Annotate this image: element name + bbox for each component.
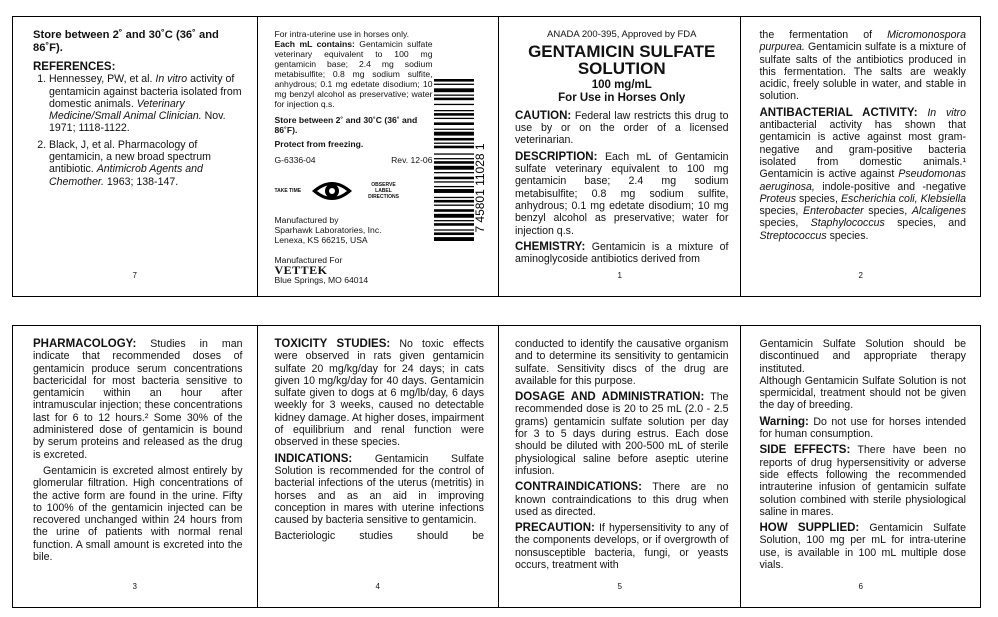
contraindications-heading: CONTRAINDICATIONS: — [515, 481, 642, 494]
barcode-digits: 7 45801 11028 1 — [473, 143, 487, 233]
page-number: 3 — [132, 581, 137, 591]
barcode-bar — [434, 186, 474, 187]
side-effects-heading: SIDE EFFECTS: — [759, 444, 851, 457]
barcode-bar — [434, 161, 474, 164]
barcode-bar — [434, 79, 474, 82]
pharmacology-text: Studies in man indicate that recommended doses of gentamicin produce serum concentrations bactericidal for most bacteria sensitive to gentamicin within an hour after intramuscular injection; these concentrations last for 6 to 12 hours.² Some 30% of the administered dose of gentamicin is bound by serum proteins and released as the drug is excreted. — [33, 338, 243, 461]
barcode-bar — [434, 223, 474, 226]
each-ml-text: Gentamicin sulfate veterinary equivalent to 100 mg gentamicin base; 2.4 mg sodium metabisulfite; 0.8 mg sodium sulfite, anhydrous; 0.1 mg edetate disodium; 10 mg benzyl alcohol as preservative; water for injection q.s. — [274, 39, 433, 109]
barcode-bar — [434, 138, 474, 141]
chemistry-text: Gentamicin is a mixture of aminoglycoside antibiotics derived from — [515, 240, 729, 266]
vettek-logo: VETTEK — [274, 263, 328, 277]
brand-address: Blue Springs, MO 64014 — [274, 275, 369, 285]
barcode-bar — [434, 84, 474, 85]
label-bottom-row — [12, 325, 981, 608]
strength-text: 100 mg/mL — [591, 79, 652, 92]
observe-label-graphic — [275, 177, 405, 205]
toxicity-heading: TOXICITY STUDIES: — [274, 338, 391, 350]
panel-3 — [13, 326, 258, 607]
barcode-bar — [434, 205, 474, 206]
panel-5 — [499, 326, 741, 607]
company-address: Lenexa, KS 66215, USA — [274, 235, 368, 245]
indications-heading: INDICATIONS: — [274, 452, 353, 465]
panel-7 — [13, 17, 258, 296]
storage-text: Store between 2˚ and 30˚C (36˚ and 86˚F). — [33, 29, 219, 54]
code-line — [275, 155, 433, 165]
barcode-bar — [434, 181, 474, 182]
warning-text: Do not use for horses intended for human consumption. — [759, 415, 966, 441]
barcode-bar — [434, 104, 474, 105]
indications-text: Gentamicin Sulfate Solution is recommended for the control of bacterial infections of the uterus (metritis) in horses and as an aid in improving conception in mares with uterine infections caused by bacteria sensitive to gentamicin. — [274, 452, 484, 527]
toxicity-text: No toxic effects were observed in rats given gentamicin sulfate 20 mg/kg/day for 24 days; in cats given 10 mg/kg/day for 40 days. Gentamicin sulfate given to dogs at 6 mg/lb/day, 6 days weekly for 3 weeks, caused no detectable kidney damage. At higher doses, impairment of equilibrium and renal function were observed in these species. — [274, 338, 485, 449]
reference-item: 1. Hennessey, PW, et al. In vitro activity of gentamicin against bacteria isolated from domestic animals. Veterinary Medicine/Small Animal Clinician. Nov. 1971; 1118-1122. — [49, 73, 243, 134]
barcode-bar — [434, 110, 474, 111]
manufactured-by: Manufactured by — [274, 215, 339, 225]
barcode-bar — [434, 132, 474, 136]
antibacterial-heading: ANTIBACTERIAL ACTIVITY: — [759, 106, 918, 119]
back-storage-text: Store between 2˚ and 30˚C (36˚ and 86˚F). — [274, 115, 418, 135]
manufactured-for: Manufactured For — [274, 255, 343, 265]
barcode-bar — [434, 172, 474, 173]
page-number: 2 — [858, 270, 863, 280]
side-effects-text: There have been no reports of drug hypersensitivity or adverse side effects following the recommended intrauterine infusion of gentamicin sulfate solution combined with sterile physiological saline in mares. — [759, 444, 966, 518]
discontinue-text: Gentamicin Sulfate Solution should be discontinued and appropriate therapy instituted. — [759, 338, 966, 375]
panel-4 — [258, 326, 500, 607]
panel-back-label — [258, 17, 500, 296]
description-text: Each mL of Gentamicin sulfate veterinary equivalent to 100 mg gentamicin base; 2.4 mg sodium metabisulfite; 0.8 mg sodium sulfite, anhydrous; 0.1 mg edetate disodium; 10 mg benzyl alcohol as preservative; water for injection q.s. — [515, 150, 729, 237]
page-number: 6 — [858, 581, 863, 591]
antibacterial-paragraph: ANTIBACTERIAL ACTIVITY: In vitro antibacterial activity has shown that gentamicin is active against most gram-negative and gram-positive bacteria isolated from domestic animals.¹ Gentamicin is active against Pseudomonas aeruginosa, indole-positive and -negative Proteus species, Escherichia coli, Klebsiella species, Enterobacter species, Alcaligenes species, Staphylococcus species, and Streptococcus species. — [759, 106, 966, 242]
revision: Rev. 12-06 — [391, 155, 433, 165]
barcode-bar — [434, 153, 474, 154]
warning-heading: Warning: — [759, 415, 809, 428]
chemistry-heading: CHEMISTRY: — [515, 240, 586, 253]
barcode-bar — [434, 189, 474, 193]
panel-1 — [499, 17, 741, 296]
barcode-bar — [434, 122, 474, 125]
barcode-bar — [434, 129, 474, 130]
protect-text: Protect from freezing. — [274, 139, 364, 149]
chemistry-continued: the fermentation of Micromonospora purpurea. Gentamicin sulfate is a mixture of sulfate salts of the antibiotics produced in this fermentation. The salts are weakly acidic, freely soluble in water, and stable in solution. — [759, 29, 966, 103]
barcode-bar — [434, 98, 474, 101]
barcode-bar — [434, 229, 474, 230]
panel-6 — [741, 326, 980, 607]
each-ml-heading: Each mL contains: — [274, 39, 355, 49]
caution-heading: CAUTION: — [515, 109, 572, 122]
use-statement: For intra-uterine use in horses only. — [274, 29, 410, 39]
precaution-heading: PRECAUTION: — [515, 522, 595, 535]
how-supplied-heading: HOW SUPPLIED: — [759, 522, 860, 535]
reference-item: 2. Black, J, et al. Pharmacology of gentamicin, a new broad spectrum antibiotic. Antimicrob Agents and Chemother. 1963; 138-147. — [49, 139, 243, 188]
dosage-text: The recommended dose is 20 to 25 mL (2.0 - 2.5 grams) gentamicin sulfate solution per day for 3 to 5 days during estrus. Each dose should be diluted with 200-500 mL of sterile physiological saline before aseptic uterine infusion. — [515, 391, 729, 477]
observe-text: OBSERVE LABEL DIRECTIONS — [368, 182, 399, 200]
barcode-bar — [434, 146, 474, 149]
barcode-bar — [434, 177, 474, 180]
barcode-bar — [434, 113, 474, 116]
barcode-bar — [434, 232, 474, 235]
barcode-bar — [434, 143, 474, 144]
barcode-bar — [434, 237, 474, 241]
references-list — [33, 73, 243, 188]
back-label-text — [275, 29, 433, 285]
label-top-row — [12, 16, 981, 297]
caution-text: Federal law restricts this drug to use by or on the order of a licensed veterinarian. — [515, 109, 729, 147]
excretion-text: Gentamicin is excreted almost entirely by glomerular filtration. High concentrations of the active form are found in the urine. Fifty to 100% of the gentamicin injected can be recovered unchanged within 24 hours from the urine of patients with normal renal function. A small amount is excreted into the bile. — [33, 464, 243, 564]
barcode-bar — [434, 118, 474, 119]
panel-2 — [741, 17, 980, 296]
product-title: GENTAMICIN SULFATE SOLUTION — [528, 42, 716, 79]
page-number: 1 — [617, 270, 622, 280]
barcode-bar — [434, 220, 474, 221]
breeding-text: Although Gentamicin Sulfate Solution is not spermicidal, treatment should not be given the day of breeding. — [759, 374, 966, 412]
for-use-text: For Use in Horses Only — [558, 91, 686, 104]
precaution-text: If hypersensitivity to any of the components develops, or if overgrowth of nonsusceptible bacteria, fungi, or yeasts occurs, treatment with — [515, 522, 729, 572]
barcode-bar — [434, 197, 474, 198]
references-heading: REFERENCES: — [33, 61, 116, 73]
barcode-bar — [434, 158, 474, 159]
take-time-text: TAKE TIME — [274, 188, 302, 194]
pharmacology-heading: PHARMACOLOGY: — [33, 338, 137, 350]
page-number: 7 — [132, 270, 137, 280]
bacteriologic-text: Bacteriologic studies should be — [274, 530, 484, 543]
barcode-bar — [434, 88, 474, 92]
barcode-bar — [434, 200, 474, 203]
dosage-heading: DOSAGE AND ADMINISTRATION: — [515, 391, 705, 404]
page-number: 5 — [617, 581, 622, 591]
product-code: G-6336-04 — [274, 155, 316, 165]
page-number: 4 — [375, 581, 380, 591]
contraindications-text: There are no known contraindications to this drug when used as directed. — [515, 481, 729, 518]
barcode — [434, 77, 490, 296]
eye-icon — [310, 177, 354, 205]
description-heading: DESCRIPTION: — [515, 150, 598, 163]
how-supplied-text: Gentamicin Sulfate Solution, 100 mg per mL for intra-uterine use, is available in 100 mL multiple dose vials. — [759, 522, 966, 572]
barcode-bar — [434, 95, 474, 96]
sensitivity-text: conducted to identify the causative organism and to determine its sensitivity to gentamicin sulfate. Sensitivity discs of the drug are available for this purpose. — [515, 338, 729, 387]
barcode-bar — [434, 166, 474, 170]
barcode-bar — [434, 214, 474, 218]
barcode-bar — [434, 209, 474, 212]
company-name: Sparhawk Laboratories, Inc. — [274, 225, 382, 235]
anada-text: ANADA 200-395, Approved by FDA — [547, 29, 697, 40]
